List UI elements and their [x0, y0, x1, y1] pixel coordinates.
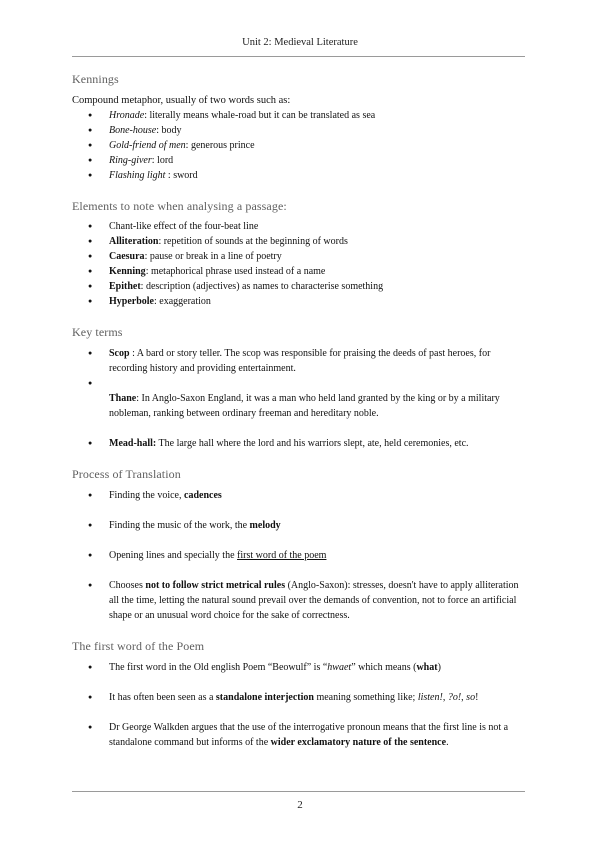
mead-list [72, 436, 527, 451]
list-item: ● Alliteration: repetition of sounds at the beginning of words [72, 234, 527, 249]
list-item-mead-hall: ● Mead-hall: The large hall where the lord and his warriors slept, ate, held ceremonies, etc. [72, 436, 527, 451]
list-item: ● Kenning: metaphorical phrase used instead of a name [72, 264, 527, 279]
kennings-intro: Compound metaphor, usually of two words such as: [72, 95, 291, 106]
first-word-heading: The first word of the Poem [72, 639, 205, 653]
elements-heading: Elements to note when analysing a passage: [72, 199, 287, 213]
elements-list [72, 219, 527, 309]
thane-paragraph: Thane: In Anglo-Saxon England, it was a man who held land granted by the king or by a military nobleman, ranking between ordinary freeman and hereditary noble. [109, 393, 500, 419]
kennings-list [72, 108, 527, 183]
list-item: ● Epithet: description (adjectives) as names to characterise something [72, 279, 527, 294]
list-item: ● Bone-house: body [72, 123, 527, 138]
list-item: ● Hronade: literally means whale-road but it can be translated as sea [72, 108, 527, 123]
key-terms-heading: Key terms [72, 325, 123, 339]
list-item: ● It has often been seen as a standalone interjection meaning something like; listen!, ?o!, so! [72, 690, 527, 705]
list-item-scop: ● Scop : A bard or story teller. The scop was responsible for praising the deeds of past heroes, for recording history and providing entertainment. [72, 346, 527, 376]
list-item: ● Ring-giver: lord [72, 153, 527, 168]
list-item: ● Caesura: pause or break in a line of poetry [72, 249, 527, 264]
list-item: ● Opening lines and specially the first word of the poem [72, 548, 527, 563]
translation-heading: Process of Translation [72, 467, 181, 481]
list-item-empty [72, 376, 527, 391]
translation-list [72, 488, 527, 623]
list-item: ● Finding the voice, cadences [72, 488, 527, 503]
list-item: ● Hyperbole: exaggeration [72, 294, 527, 309]
list-item: ● Finding the music of the work, the melody [72, 518, 527, 533]
key-terms-list [72, 346, 527, 391]
kennings-heading: Kennings [72, 72, 119, 86]
document-body [72, 71, 527, 750]
first-word-list [72, 660, 527, 750]
list-item: ● The first word in the Old english Poem “Beowulf” is “hwaet” which means (what) [72, 660, 527, 675]
list-item: ● Dr George Walkden argues that the use of the interrogative pronoun means that the first line is not a standalone command but informs of the wider exclamatory nature of the sentence. [72, 720, 527, 750]
page-header: Unit 2: Medieval Literature [242, 37, 358, 48]
page-number: 2 [297, 799, 303, 811]
footer-divider [72, 791, 525, 792]
list-item: ● Flashing light : sword [72, 168, 527, 183]
list-item: ● Gold-friend of men: generous prince [72, 138, 527, 153]
list-item: ● Chant-like effect of the four-beat line [72, 219, 527, 234]
header-divider [72, 56, 525, 57]
list-item: ● Chooses not to follow strict metrical rules (Anglo-Saxon): stresses, doesn't have to apply alliteration all the time, letting the natural sound prevail over the demands of convention, not to force an artificial shape or an unusual word choice for the sake of correctness. [72, 578, 527, 623]
